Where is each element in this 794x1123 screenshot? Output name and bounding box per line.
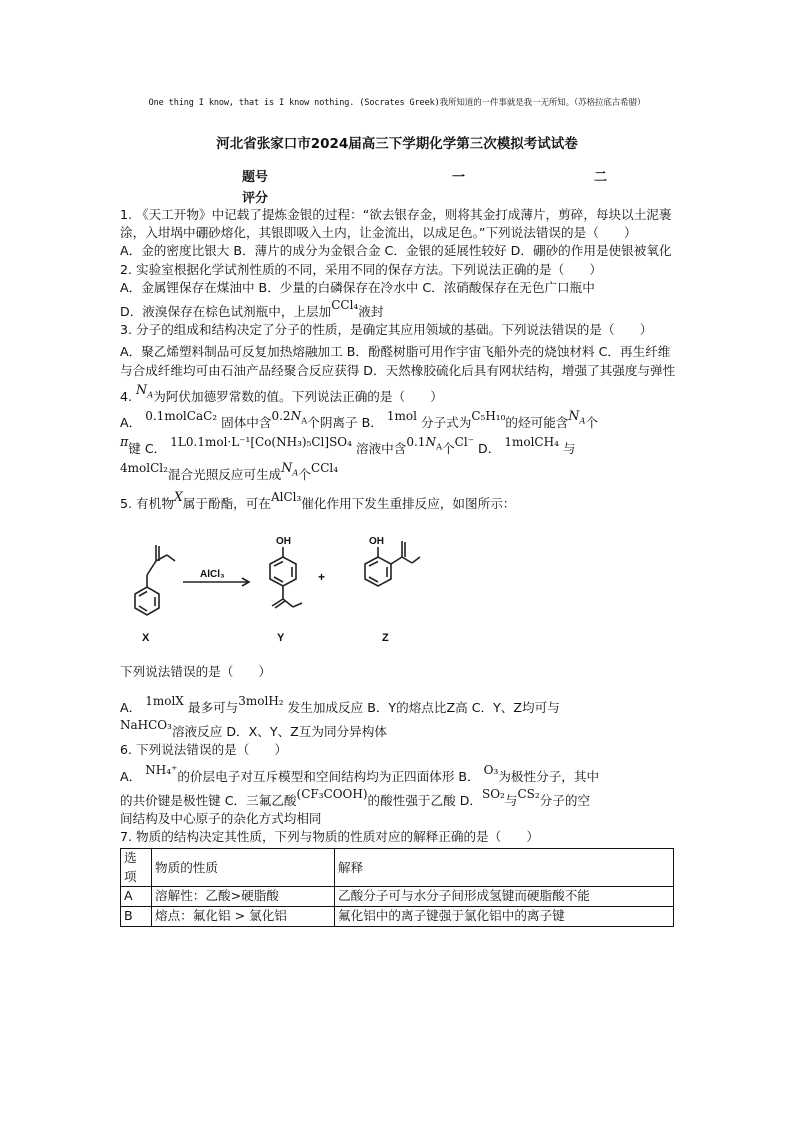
na-letter: N (568, 408, 580, 424)
score-part-1: 一 (452, 170, 466, 185)
pi-symbol: π (120, 434, 129, 450)
q6-a-label: A． (120, 768, 142, 784)
q2-d-text: D．液溴保存在棕色试剂瓶中，上层加 (120, 304, 332, 320)
formula-cl-ion: Cl⁻ (454, 435, 475, 450)
q4-b-text2: 的烃可能含 (505, 415, 569, 431)
q4-number: 4. (120, 388, 137, 404)
q2-d-tail: 液封 (358, 304, 384, 320)
q6-line3: 间结构及中心原子的杂化方式均相同 (120, 811, 322, 827)
formula-ccl4: CCl₄ (331, 298, 359, 313)
q6-b-tail: 为极性分子，其中 (498, 768, 600, 784)
na-symbol (281, 460, 299, 479)
score-part-2: 二 (594, 170, 608, 185)
na-sub: A (292, 468, 299, 479)
q5-stem (120, 488, 676, 513)
q6-line1 (120, 762, 676, 786)
formula-1molx: 1molX (145, 694, 184, 709)
formula-c5h10: C₅H₁₀ (471, 409, 506, 424)
formula-complex: 1L0.1mol·L⁻¹[Co(NH₃)₅Cl]SO₄ (170, 435, 352, 450)
table-cell: A (121, 886, 152, 906)
q4-d-label: D． (478, 441, 501, 457)
exam-title: 河北省张家口市2024届高三下学期化学第三次模拟考试试卷 (216, 136, 578, 152)
formula-alcl3: AlCl₃ (270, 489, 302, 504)
q6-stem: 6. 下列说法错误的是（ ） (120, 742, 288, 758)
q4-d-text2: 混合光照反应可生成 (167, 467, 282, 483)
q5-a-tail: 发生加成反应 B．Y的熔点比Z高 C．Y、Z均可与 (287, 700, 560, 716)
fig-label-x: X (142, 631, 150, 644)
q5-question: 下列说法错误的是（ ） (120, 663, 272, 679)
q4-c-tail: 个 (442, 441, 455, 457)
reaction-figure (120, 519, 590, 659)
na-letter: N (290, 409, 302, 424)
q5-a-text: 最多可与 (187, 700, 239, 716)
na-symbol (568, 408, 586, 427)
table-header: 选项 (121, 849, 152, 886)
score-col-header: 题号 (242, 170, 269, 185)
question-1 (120, 206, 676, 261)
q7-stem: 7. 物质的结构决定其性质，下列与物质的性质对应的解释正确的是（ ） (120, 829, 540, 845)
q6-d-tail: 分子的空 (539, 792, 591, 808)
formula-cf3cooh: (CF₃COOH) (296, 786, 368, 801)
q2-options-line1: A．金属锂保存在煤油中 B．少量的白磷保存在冷水中 C．浓硝酸保存在无色广口瓶中 (120, 279, 595, 295)
q4-line-c (120, 434, 676, 458)
q5-options-line2 (120, 718, 676, 741)
q6-line2-text: 的共价键是极性键 C．三氟乙酸 (120, 792, 297, 808)
table-cell: 乙酸分子可与水分子间形成氢键而硬脂酸不能 (335, 886, 674, 906)
x-symbol: X (173, 488, 183, 504)
question-list (120, 206, 676, 927)
table-header: 解释 (335, 849, 674, 886)
q4-c-number: 0.1 (406, 435, 426, 450)
table-cell: 熔点：氟化铝 > 氯化铝 (152, 906, 335, 926)
na-sub: A (579, 416, 586, 427)
question-5 (120, 488, 676, 742)
q4-b-tail: 个 (585, 415, 599, 431)
q6-line2-mid: 的酸性强于乙酸 D． (367, 792, 482, 808)
table-cell: 溶解性：乙酸>硬脂酸 (152, 886, 335, 906)
formula-nh4: NH₄⁺ (145, 762, 178, 777)
reaction-scheme (120, 519, 590, 659)
q4-c-label: 键 C． (128, 441, 167, 457)
formula-ccl4: CCl₄ (311, 461, 339, 476)
q4-stem (120, 381, 676, 406)
table-header: 物质的性质 (152, 849, 335, 886)
formula-3molh2: 3molH₂ (238, 694, 284, 709)
table-row (121, 886, 674, 906)
q4-stem-text: 为阿伏加德罗常数的值。下列说法正确的是（ ） (153, 388, 443, 404)
formula-cac2: 0.1molCaC₂ (145, 409, 218, 424)
q4-a-value (271, 409, 308, 427)
q4-b-text: 分子式为 (420, 415, 472, 431)
q6-line2 (120, 786, 676, 810)
q4-a-number: 0.2 (271, 409, 291, 424)
q4-line-a (120, 408, 676, 432)
q5-a-label: A． (120, 700, 142, 716)
q4-a-text: 固体中含 (221, 415, 272, 431)
header-quote: One thing I know, that is I know nothing. (Socrates Greek)我所知道的一件事就是我一无所知。（苏格拉底古希腊） (148, 98, 646, 108)
question-7 (120, 828, 676, 927)
fig-reagent-label: AlCl₃ (200, 568, 225, 580)
q4-c-value (406, 435, 443, 453)
q4-c-text: 溶液中含 (355, 441, 407, 457)
q5-c-tail: 溶液反应 D．X、Y、Z互为同分异构体 (171, 724, 387, 740)
table-cell: 氟化铝中的离子键强于氯化铝中的离子键 (335, 906, 674, 926)
question-3 (120, 321, 676, 380)
na-sub: A (301, 416, 308, 427)
q5-stem-text2: 属于酚酯，可在 (182, 495, 271, 511)
q3-stem: 3. 分子的组成和结构决定了分子的性质，是确定其应用领域的基础。下列说法错误的是（ ） (120, 322, 653, 338)
table-header-row (121, 849, 674, 886)
formula-o3: O₃ (483, 762, 499, 777)
fig-label-z: Z (382, 631, 389, 644)
q1-stem: 1. 《天工开物》中记载了提炼金银的过程：“欲去银存金，则将其金打成薄片，剪碎，每块以土泥裹涂，入坩埚中硼砂熔化，其银即吸入土内，让金流出，以成足色。”下列说法错误的是（ ） (120, 207, 672, 241)
question-6 (120, 741, 676, 828)
spacer (120, 681, 676, 691)
q4-line-d (120, 460, 676, 484)
q7-options-table (120, 848, 674, 926)
q4-a-tail: 个阴离子 B． (307, 415, 383, 431)
na-letter: N (425, 435, 436, 450)
table-row (121, 906, 674, 926)
na-sub: A (147, 390, 154, 401)
formula-nahco3: NaHCO₃ (120, 718, 172, 733)
na-symbol (136, 381, 154, 401)
q1-options: A．金的密度比银大 B．薄片的成分为金银合金 C．金银的延展性较好 D．硼砂的作用是使银被氧化 (120, 243, 672, 259)
formula-4molcl2: 4molCl₂ (120, 461, 168, 476)
na-letter: N (136, 381, 148, 397)
formula-1mol: 1mol (386, 409, 417, 424)
fig-y-oh: OH (276, 535, 291, 547)
q5-options-line1 (120, 694, 676, 717)
q6-a-tail: 的价层电子对互斥模型和空间结构均为正四面体形 B． (177, 768, 480, 784)
q4-d-tail: 个 (298, 467, 312, 483)
fig-plus-sign: + (318, 569, 326, 584)
fig-label-y: Y (277, 631, 285, 644)
q2-stem: 2. 实验室根据化学试剂性质的不同，采用不同的保存方法。下列说法正确的是（ ） (120, 261, 602, 277)
formula-so2: SO₂ (481, 786, 505, 801)
question-4 (120, 381, 676, 485)
na-sub: A (435, 442, 443, 453)
q5-stem-text3: 催化作用下发生重排反应，如图所示： (301, 495, 516, 511)
q4-a-label: A． (120, 415, 142, 431)
q5-stem-text: 5. 有机物 (120, 495, 174, 511)
q2-options-line2 (120, 298, 676, 321)
formula-ch4: 1molCH₄ (504, 435, 559, 450)
na-letter: N (281, 460, 293, 476)
q6-d-mid: 与 (504, 792, 518, 808)
fig-z-oh: OH (369, 535, 384, 547)
formula-cs2: CS₂ (517, 786, 540, 801)
q3-options: A．聚乙烯塑料制品可反复加热熔融加工 B．酚醛树脂可用作宇宙飞船外壳的烧蚀材料 C．再生纤维与合成纤维均可由石油产品经聚合反应获得 D．天然橡胶硫化后具有网状结构，增强了其强度与弹性 (120, 344, 676, 378)
question-2 (120, 261, 676, 322)
q4-d-text: 与 (562, 441, 576, 457)
score-row-label: 评分 (242, 191, 269, 206)
table-cell: B (121, 906, 152, 926)
